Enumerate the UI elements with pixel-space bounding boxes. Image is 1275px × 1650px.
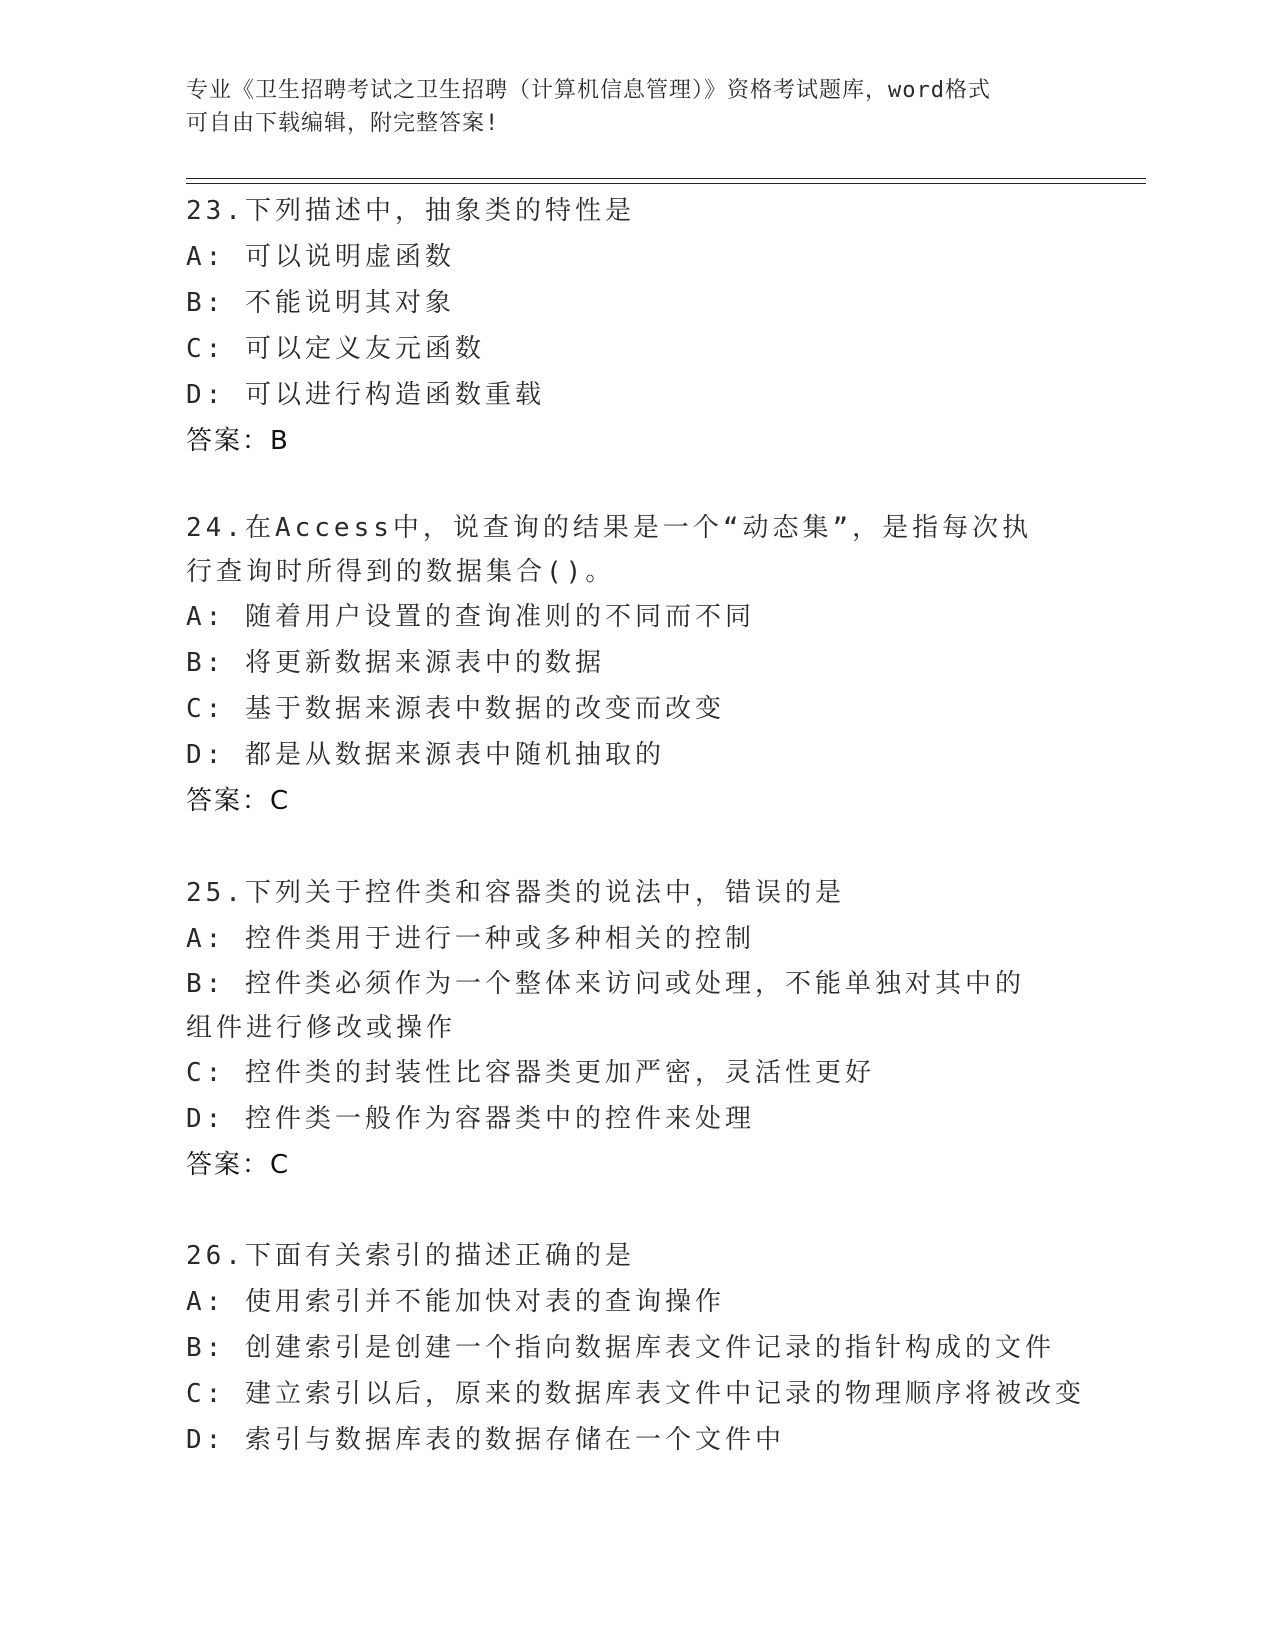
question-stem: 24.在Access中，说查询的结果是一个“动态集”，是指每次执行查询时所得到的数据集合()。 <box>186 513 1033 587</box>
option-b: B: 将更新数据来源表中的数据 <box>186 648 605 678</box>
option-b: B: 创建索引是创建一个指向数据库表文件记录的指针构成的文件 <box>186 1333 1055 1363</box>
question-25 <box>186 870 1086 1188</box>
option-b: B: 控件类必须作为一个整体来访问或处理，不能单独对其中的组件进行修改或操作 <box>186 969 1025 1043</box>
option-c: C: 可以定义友元函数 <box>186 334 485 364</box>
option-c: C: 控件类的封装性比容器类更加严密，灵活性更好 <box>186 1058 875 1088</box>
option-c: C: 基于数据来源表中数据的改变而改变 <box>186 694 725 724</box>
answer-label: 答案：C <box>186 786 291 816</box>
header-line-2: 可自由下载编辑，附完整答案! <box>186 111 500 136</box>
header-divider-bottom <box>186 183 1146 184</box>
answer-label: 答案：B <box>186 426 290 456</box>
question-stem: 26.下面有关索引的描述正确的是 <box>186 1241 635 1271</box>
question-24 <box>186 506 1086 824</box>
header-line-1: 专业《卫生招聘考试之卫生招聘（计算机信息管理）》资格考试题库，word格式 <box>186 78 991 103</box>
answer-label: 答案：C <box>186 1150 291 1180</box>
header-divider-top <box>186 178 1146 179</box>
question-stem: 23.下列描述中，抽象类的特性是 <box>186 196 635 226</box>
option-c: C: 建立索引以后，原来的数据库表文件中记录的物理顺序将被改变 <box>186 1379 1085 1409</box>
question-26 <box>186 1233 1086 1463</box>
question-23 <box>186 188 1086 464</box>
option-d: D: 控件类一般作为容器类中的控件来处理 <box>186 1104 755 1134</box>
option-b: B: 不能说明其对象 <box>186 288 455 318</box>
option-a: A: 随着用户设置的查询准则的不同而不同 <box>186 602 755 632</box>
option-a: A: 控件类用于进行一种或多种相关的控制 <box>186 924 755 954</box>
option-a: A: 可以说明虚函数 <box>186 242 455 272</box>
option-d: D: 都是从数据来源表中随机抽取的 <box>186 740 665 770</box>
option-d: D: 可以进行构造函数重载 <box>186 380 545 410</box>
question-stem: 25.下列关于控件类和容器类的说法中，错误的是 <box>186 878 845 908</box>
option-d: D: 索引与数据库表的数据存储在一个文件中 <box>186 1425 785 1455</box>
option-a: A: 使用索引并不能加快对表的查询操作 <box>186 1287 725 1317</box>
document-header <box>186 74 1086 140</box>
